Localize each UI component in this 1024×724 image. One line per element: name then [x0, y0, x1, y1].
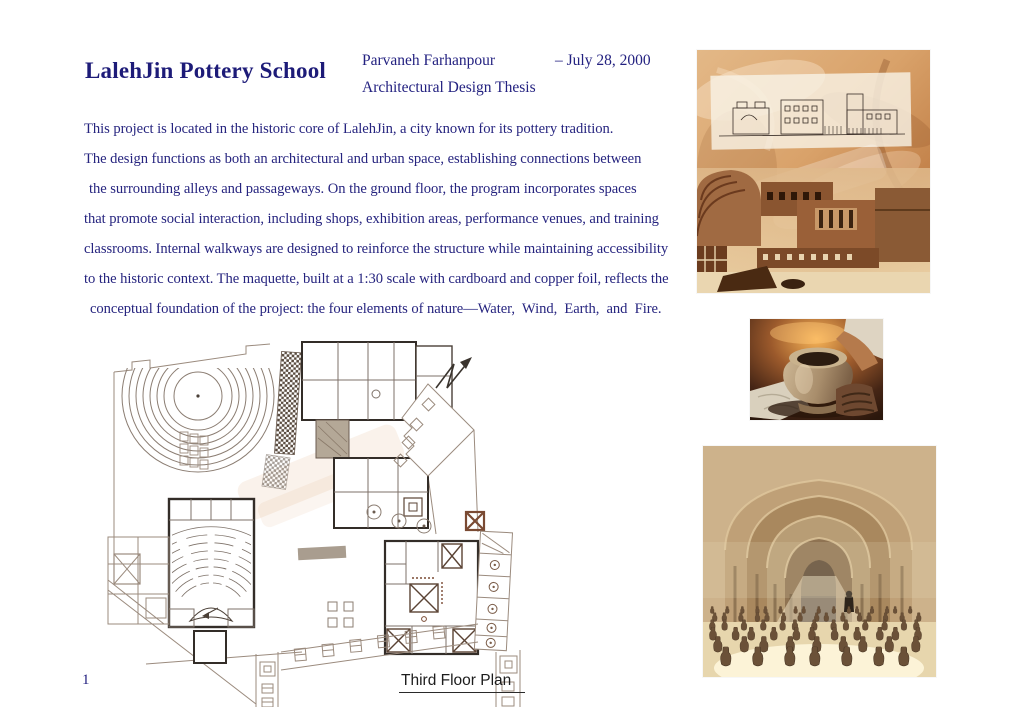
date-label: – July 28, 2000	[555, 52, 651, 69]
pottery-wheel-image	[750, 319, 883, 420]
site-collage-image	[697, 50, 930, 293]
body-line: The design functions as both an architectural and urban space, establishing connections between	[84, 151, 642, 167]
site-collage-art	[697, 50, 930, 293]
floor-plan-drawing	[106, 332, 564, 707]
thesis-subtitle: Architectural Design Thesis	[362, 79, 536, 96]
elevation-drawing	[710, 72, 911, 149]
pottery-art	[750, 319, 883, 420]
left-wing-rooms	[108, 537, 169, 624]
lower-room-block	[385, 541, 478, 654]
page-title: LalehJin Pottery School	[85, 58, 326, 83]
body-line: that promote social interaction, including shops, exhibition areas, performance venues, and training	[84, 211, 659, 227]
amphitheater	[122, 332, 274, 472]
author-name: Parvaneh Farhanpour	[362, 52, 495, 69]
plan-caption: Third Floor Plan	[399, 672, 525, 693]
body-line: conceptual foundation of the project: the four elements of nature—Water, Wind, Earth, and Fire.	[90, 301, 662, 317]
body-line: the surrounding alleys and passageways. On the ground floor, the program incorporates spaces	[89, 181, 637, 197]
kiln-interior-image	[703, 446, 936, 677]
hand	[836, 383, 878, 416]
floor-plan-svg	[106, 332, 564, 707]
right-room-strip	[474, 531, 512, 651]
body-line: to the historic context. The maquette, built at a 1:30 scale with cardboard and copper foil, reflects the	[84, 271, 669, 287]
body-line: classrooms. Internal walkways are designed to reinforce the structure while maintaining accessibility	[84, 241, 669, 257]
body-line: This project is located in the historic core of LalehJin, a city known for its pottery tradition.	[84, 121, 614, 137]
kiln-art	[703, 446, 936, 677]
model-photo	[697, 168, 930, 293]
page-number: 1	[82, 672, 90, 688]
auditorium	[139, 499, 284, 663]
project-description	[84, 114, 684, 324]
